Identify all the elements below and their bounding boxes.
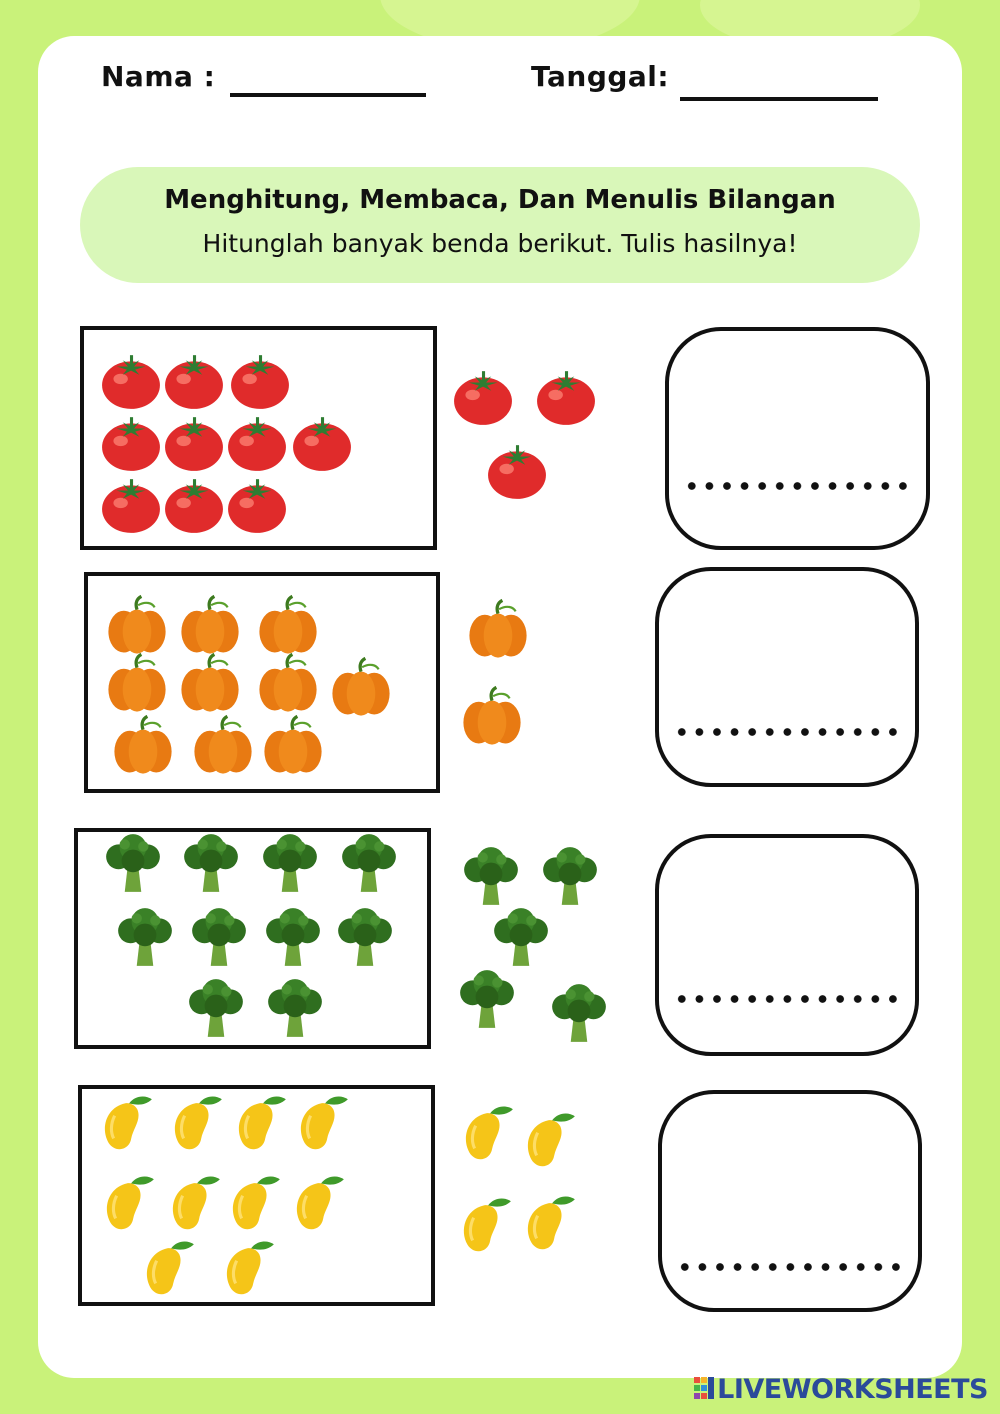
broccoli-icon: [102, 832, 164, 898]
pumpkin-icon: [190, 712, 256, 782]
broccoli-icon: [548, 982, 610, 1048]
instruction-banner: [80, 167, 920, 283]
mango-icon: [228, 1093, 290, 1159]
tomato-icon: [452, 366, 514, 432]
pumpkin-icon: [260, 712, 326, 782]
liveworksheets-footer: [693, 1374, 988, 1404]
broccoli-icon: [114, 906, 176, 972]
tomato-icon: [535, 366, 597, 432]
mango-icon: [164, 1093, 226, 1159]
liveworksheets-brand: LIVEWORKSHEETS: [717, 1373, 988, 1405]
answer-dotted-line: [673, 994, 901, 1004]
mango-icon: [136, 1238, 198, 1304]
broccoli-icon: [334, 906, 396, 972]
date-label: Tanggal:: [531, 60, 670, 93]
broccoli-icon: [180, 832, 242, 898]
tomato-icon: [100, 350, 162, 416]
mango-icon: [216, 1238, 278, 1304]
mango-icon: [96, 1173, 158, 1239]
broccoli-icon: [264, 977, 326, 1043]
mango-icon: [290, 1093, 352, 1159]
mango-icon: [162, 1173, 224, 1239]
answer-box-mango[interactable]: [658, 1090, 922, 1312]
pumpkin-icon: [110, 712, 176, 782]
tomato-icon: [229, 350, 291, 416]
tomato-icon: [226, 412, 288, 478]
broccoli-icon: [262, 906, 324, 972]
pumpkin-icon: [465, 596, 531, 666]
tomato-icon: [100, 412, 162, 478]
liveworksheets-logo-icon: [693, 1376, 715, 1402]
name-input-line[interactable]: [230, 93, 426, 97]
broccoli-icon: [539, 845, 601, 911]
mango-icon: [517, 1110, 579, 1176]
answer-dotted-line: [683, 481, 912, 491]
mango-icon: [455, 1103, 517, 1169]
tomato-icon: [163, 412, 225, 478]
tomato-icon: [100, 474, 162, 540]
mango-icon: [286, 1173, 348, 1239]
tomato-icon: [226, 474, 288, 540]
tomato-icon: [163, 474, 225, 540]
broccoli-icon: [188, 906, 250, 972]
tomato-icon: [486, 440, 548, 506]
date-input-line[interactable]: [680, 97, 878, 101]
pumpkin-icon: [255, 650, 321, 720]
pumpkin-icon: [459, 683, 525, 753]
name-label: Nama :: [101, 60, 216, 93]
answer-box-pumpkin[interactable]: [655, 567, 919, 787]
answer-box-broccoli[interactable]: [655, 834, 919, 1056]
pumpkin-icon: [104, 650, 170, 720]
broccoli-icon: [259, 832, 321, 898]
tomato-icon: [163, 350, 225, 416]
mango-icon: [453, 1195, 515, 1261]
instruction-subtitle: Hitunglah banyak benda berikut. Tulis hasilnya!: [202, 229, 798, 258]
mango-icon: [517, 1193, 579, 1259]
pumpkin-icon: [328, 654, 394, 724]
broccoli-icon: [460, 845, 522, 911]
answer-dotted-line: [673, 727, 901, 737]
answer-dotted-line: [676, 1262, 904, 1272]
broccoli-icon: [456, 968, 518, 1034]
mango-icon: [222, 1173, 284, 1239]
broccoli-icon: [490, 906, 552, 972]
instruction-title: Menghitung, Membaca, Dan Menulis Bilangan: [164, 185, 836, 215]
pumpkin-icon: [177, 650, 243, 720]
answer-box-tomato[interactable]: [665, 327, 930, 550]
tomato-icon: [291, 412, 353, 478]
broccoli-icon: [185, 977, 247, 1043]
broccoli-icon: [338, 832, 400, 898]
mango-icon: [94, 1093, 156, 1159]
